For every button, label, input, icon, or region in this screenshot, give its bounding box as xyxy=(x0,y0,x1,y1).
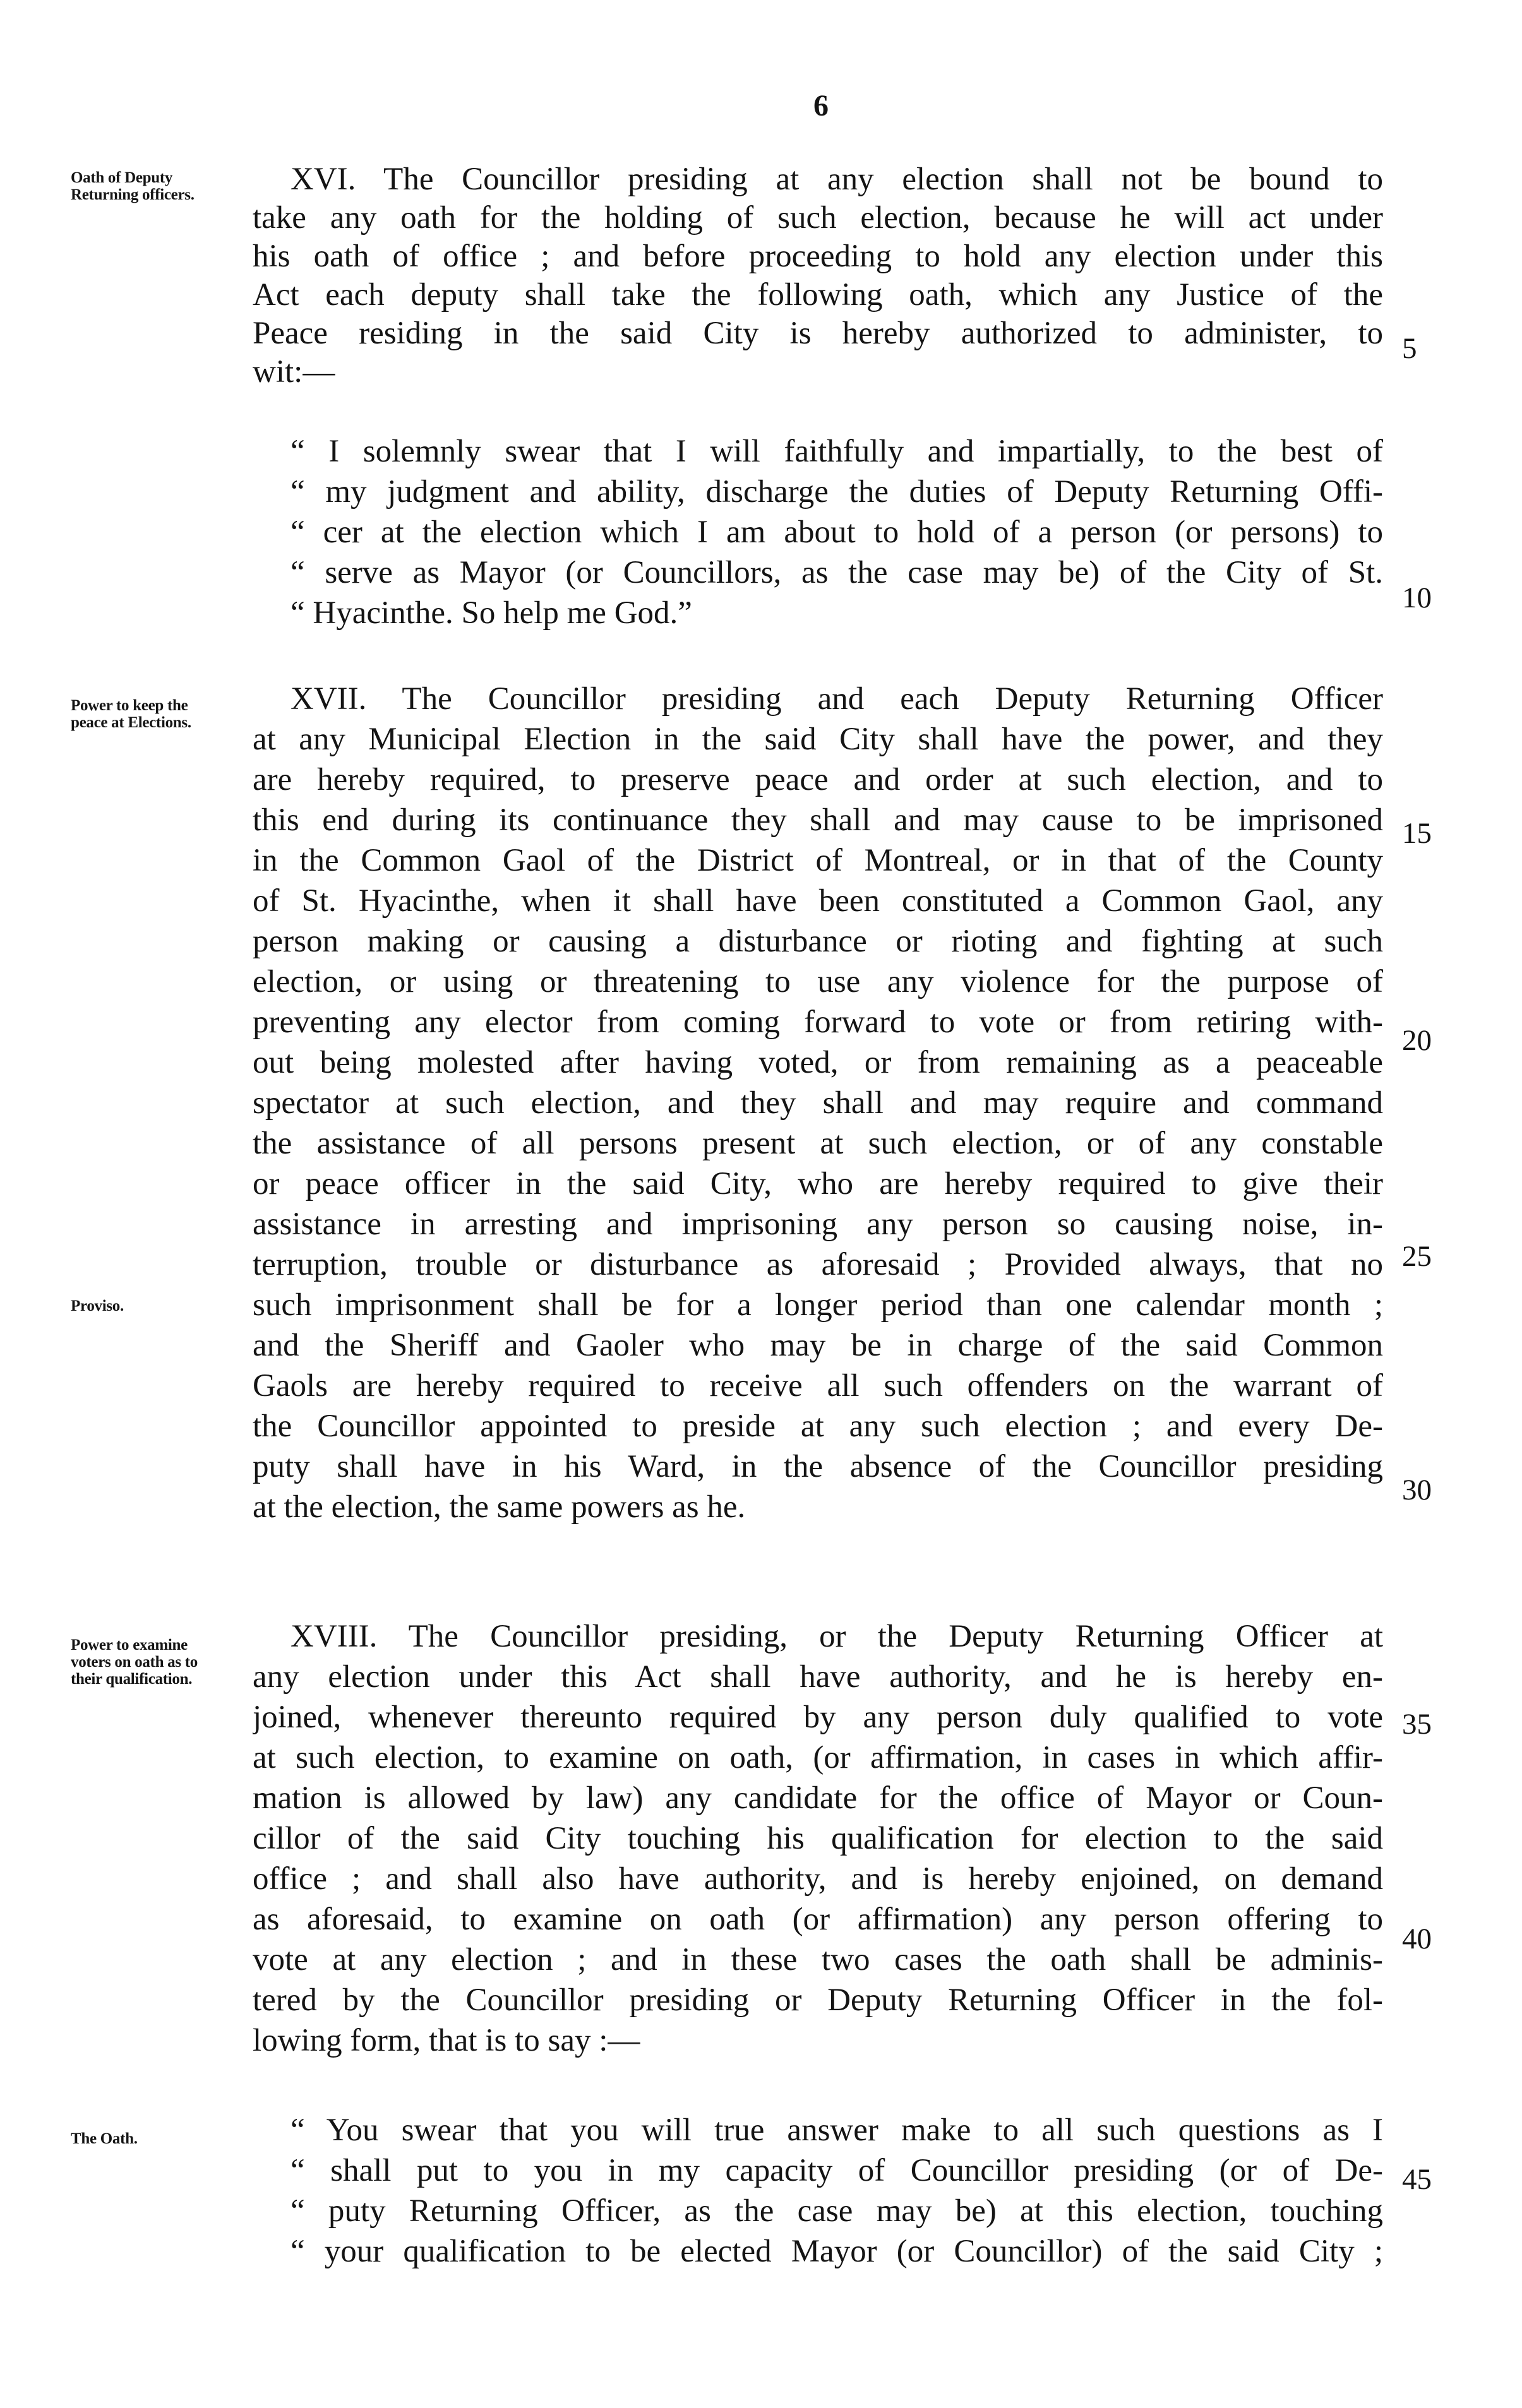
text-line: “ your qualification to be elected Mayor (or Councillor) of the said City ; xyxy=(291,2234,1383,2269)
text-line: election, or using or threatening to use any violence for the purpose of xyxy=(253,964,1383,999)
text-line: his oath of office ; and before proceeding to hold any election under this xyxy=(253,239,1383,274)
text-line: “ serve as Mayor (or Councillors, as the case may be) of the City of St. xyxy=(291,555,1383,590)
line-number-30: 30 xyxy=(1402,1474,1432,1506)
text-line: “ You swear that you will true answer make to all such questions as I xyxy=(291,2113,1383,2148)
text-line: at the election, the same powers as he. xyxy=(253,1489,746,1525)
margin-note-the-oath: The Oath. xyxy=(71,2130,138,2147)
text-line: terruption, trouble or disturbance as aforesaid ; Provided always, that no xyxy=(253,1247,1383,1282)
text-line: assistance in arresting and imprisoning any person so causing noise, in- xyxy=(253,1207,1383,1242)
text-line: in the Common Gaol of the District of Montreal, or in that of the County xyxy=(253,843,1383,878)
text-line: this end during its continuance they shall and may cause to be imprisoned xyxy=(253,802,1383,838)
text-line: XVI. The Councillor presiding at any election shall not be bound to xyxy=(291,162,1383,197)
margin-note-power-to-keep-peace: Power to keep the peace at Elections. xyxy=(71,697,191,731)
text-line: “ cer at the election which I am about to hold of a person (or persons) to xyxy=(291,515,1383,550)
text-line: “ my judgment and ability, discharge the duties of Deputy Returning Offi- xyxy=(291,474,1383,510)
text-line: at any Municipal Election in the said City shall have the power, and they xyxy=(253,722,1383,757)
margin-note-proviso: Proviso. xyxy=(71,1297,124,1314)
text-line: take any oath for the holding of such election, because he will act under xyxy=(253,200,1383,235)
page-number: 6 xyxy=(813,89,829,122)
text-line: are hereby required, to preserve peace and order at such election, and to xyxy=(253,762,1383,797)
text-line: as aforesaid, to examine on oath (or affirmation) any person offering to xyxy=(253,1902,1383,1937)
text-line: preventing any elector from coming forward to vote or from retiring with- xyxy=(253,1004,1383,1040)
margin-note-power-to-examine: Power to examine voters on oath as to their qualification. xyxy=(71,1636,198,1688)
text-line: and the Sheriff and Gaoler who may be in charge of the said Common xyxy=(253,1328,1383,1363)
line-number-25: 25 xyxy=(1402,1240,1432,1273)
line-number-45: 45 xyxy=(1402,2163,1432,2196)
text-line: cillor of the said City touching his qualification for election to the said xyxy=(253,1821,1383,1856)
text-line: out being molested after having voted, or from remaining as a peaceable xyxy=(253,1045,1383,1080)
line-number-15: 15 xyxy=(1402,817,1432,850)
text-line: XVII. The Councillor presiding and each Deputy Returning Officer xyxy=(291,681,1383,717)
text-line: at such election, to examine on oath, (or affirmation, in cases in which affir- xyxy=(253,1740,1383,1775)
text-line: XVIII. The Councillor presiding, or the Deputy Returning Officer at xyxy=(291,1619,1383,1654)
text-line: tered by the Councillor presiding or Deputy Returning Officer in the fol- xyxy=(253,1982,1383,2018)
text-line: or peace officer in the said City, who are hereby required to give their xyxy=(253,1166,1383,1201)
text-line: “ puty Returning Officer, as the case may be) at this election, touching xyxy=(291,2193,1383,2229)
text-line: joined, whenever thereunto required by any person duly qualified to vote xyxy=(253,1700,1383,1735)
line-number-5: 5 xyxy=(1402,332,1417,365)
text-line: “ shall put to you in my capacity of Councillor presiding (or of De- xyxy=(291,2153,1383,2188)
text-line: spectator at such election, and they shall and may require and command xyxy=(253,1085,1383,1121)
text-line: any election under this Act shall have authority, and he is hereby en- xyxy=(253,1659,1383,1695)
text-line: Act each deputy shall take the following oath, which any Justice of the xyxy=(253,277,1383,313)
text-line: the Councillor appointed to preside at any such election ; and every De- xyxy=(253,1409,1383,1444)
text-line: Gaols are hereby required to receive all such offenders on the warrant of xyxy=(253,1368,1383,1404)
margin-note-oath-of-deputy: Oath of Deputy Returning officers. xyxy=(71,169,195,203)
line-number-20: 20 xyxy=(1402,1024,1432,1057)
text-line: vote at any election ; and in these two cases the oath shall be adminis- xyxy=(253,1942,1383,1977)
text-line: the assistance of all persons present at such election, or of any constable xyxy=(253,1126,1383,1161)
text-line: “ I solemnly swear that I will faithfully and impartially, to the best of xyxy=(291,434,1383,469)
line-number-10: 10 xyxy=(1402,581,1432,614)
text-line: office ; and shall also have authority, and is hereby enjoined, on demand xyxy=(253,1861,1383,1897)
line-number-35: 35 xyxy=(1402,1708,1432,1741)
text-line: “ Hyacinthe. So help me God.” xyxy=(291,595,692,631)
text-line: person making or causing a disturbance or rioting and fighting at such xyxy=(253,924,1383,959)
text-line: puty shall have in his Ward, in the absence of the Councillor presiding xyxy=(253,1449,1383,1484)
text-line: wit:— xyxy=(253,354,335,390)
text-line: lowing form, that is to say :— xyxy=(253,2023,640,2058)
text-line: such imprisonment shall be for a longer period than one calendar month ; xyxy=(253,1287,1383,1323)
line-number-40: 40 xyxy=(1402,1922,1432,1955)
text-line: mation is allowed by law) any candidate for the office of Mayor or Coun- xyxy=(253,1780,1383,1816)
text-line: Peace residing in the said City is hereby authorized to administer, to xyxy=(253,316,1383,351)
text-line: of St. Hyacinthe, when it shall have been constituted a Common Gaol, any xyxy=(253,883,1383,919)
